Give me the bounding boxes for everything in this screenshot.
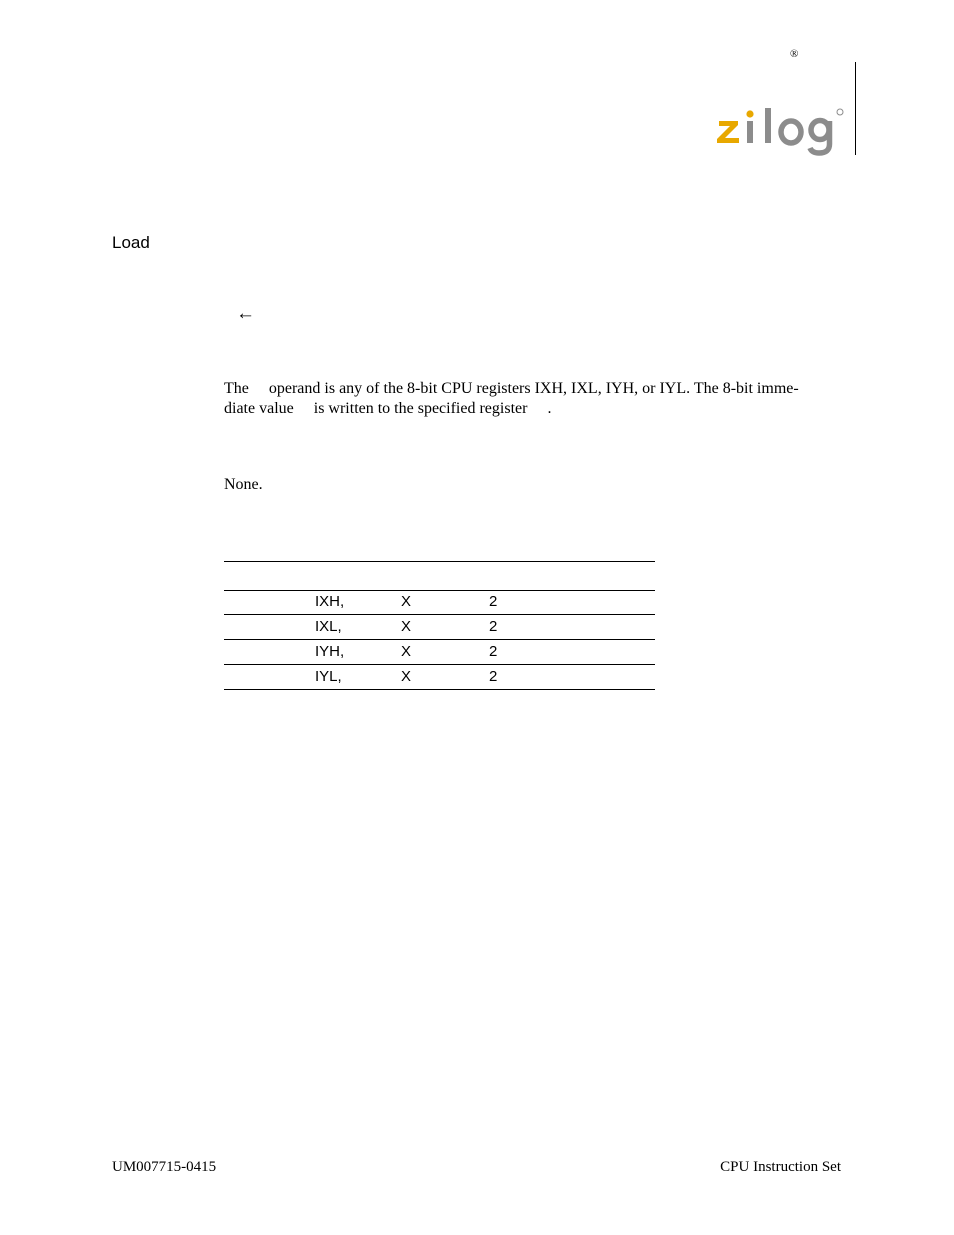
zilog-logo: [714, 104, 846, 160]
x-cell: X: [401, 668, 412, 685]
count-cell: 2: [489, 618, 498, 635]
registered-mark: ®: [790, 48, 799, 60]
operand-cell: IYL,: [315, 668, 342, 685]
x-cell: X: [401, 643, 412, 660]
x-cell: X: [401, 618, 412, 635]
description-line-1: The operand is any of the 8-bit CPU registers IXH, IXL, IYH, or IYL. The 8-bit imme-: [224, 380, 799, 397]
operand-cell: IYH,: [315, 643, 345, 660]
header-vertical-rule: [855, 62, 856, 155]
condition-bits-text: None.: [224, 476, 263, 493]
operand-cell: IXH,: [315, 593, 345, 610]
count-cell: 2: [489, 668, 498, 685]
operand-cell: IXL,: [315, 618, 342, 635]
operation-arrow: ←: [236, 303, 255, 324]
footer-section-title: CPU Instruction Set: [720, 1159, 841, 1175]
count-cell: 2: [489, 593, 498, 610]
x-cell: X: [401, 593, 412, 610]
description-line-2: diate value is written to the specified register .: [224, 400, 552, 417]
row-divider: [224, 639, 655, 640]
table-top-rule: [224, 561, 655, 562]
row-divider: [224, 664, 655, 665]
footer-doc-id: UM007715-0415: [112, 1159, 217, 1175]
section-label: Load: [112, 233, 150, 252]
count-cell: 2: [489, 643, 498, 660]
table-header-rule: [224, 590, 655, 591]
row-divider: [224, 614, 655, 615]
table-bottom-rule: [224, 689, 655, 690]
